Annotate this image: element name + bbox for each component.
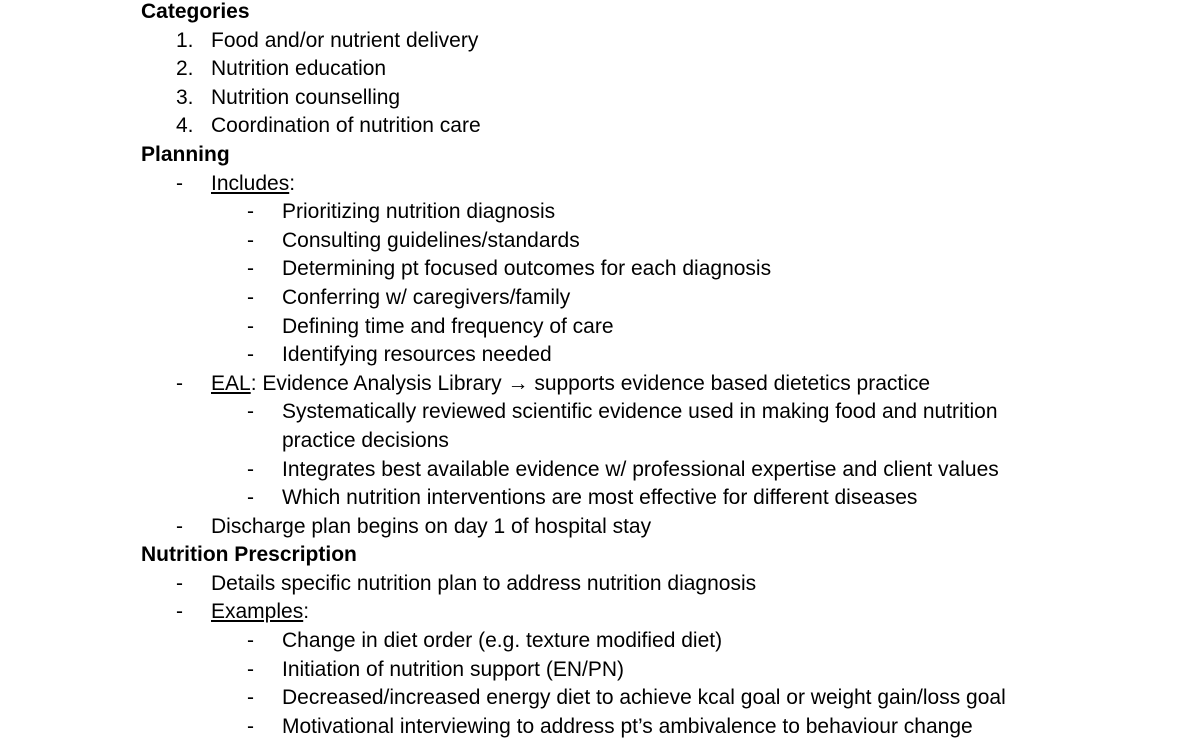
list-item-text: Discharge plan begins on day 1 of hospital stay — [211, 514, 652, 538]
sub-list-item — [141, 656, 1181, 685]
list-item-text: Initiation of nutrition support (EN/PN) — [282, 657, 624, 681]
dash-bullet: - — [176, 571, 183, 595]
list-number: 2. — [176, 57, 194, 81]
dash-bullet: - — [247, 228, 254, 252]
list-item — [141, 598, 1181, 627]
sub-list-item — [141, 456, 1181, 485]
list-item-text: Prioritizing nutrition diagnosis — [282, 200, 556, 224]
underlined-term-examples: Examples — [211, 600, 304, 624]
eal-definition: : Evidence Analysis Library → supports evidence based dietetics practice — [250, 371, 931, 395]
list-item — [141, 84, 1181, 113]
sub-list-item — [141, 627, 1181, 656]
list-item — [141, 112, 1181, 141]
list-item-text: Conferring w/ caregivers/family — [282, 285, 571, 309]
list-number: 3. — [176, 85, 194, 109]
list-item-text: Which nutrition interventions are most effective for different diseases — [282, 486, 918, 510]
sub-list-item — [141, 484, 1181, 513]
dash-bullet: - — [247, 343, 254, 367]
list-item-text — [211, 598, 1181, 627]
list-item-text — [211, 370, 1181, 399]
sub-list-item — [141, 313, 1181, 342]
list-item-text: Nutrition counselling — [211, 85, 401, 109]
list-item — [141, 55, 1181, 84]
dash-bullet: - — [247, 257, 254, 281]
sub-list-item — [141, 398, 1181, 455]
list-item-text: Change in diet order (e.g. texture modified diet) — [282, 629, 723, 653]
dash-bullet: - — [247, 200, 254, 224]
list-number: 4. — [176, 114, 194, 138]
list-item-text: Consulting guidelines/standards — [282, 228, 580, 252]
dash-bullet: - — [247, 314, 254, 338]
dash-bullet: - — [247, 629, 254, 653]
sub-list-item — [141, 255, 1181, 284]
list-number: 1. — [176, 28, 194, 52]
list-item — [141, 513, 1181, 542]
dash-bullet: - — [176, 171, 183, 195]
list-item-text: Details specific nutrition plan to address nutrition diagnosis — [211, 571, 757, 595]
list-item-text: Identifying resources needed — [282, 343, 552, 367]
section-heading-nutrition-prescription: Nutrition Prescription — [141, 543, 357, 567]
dash-bullet: - — [247, 285, 254, 309]
list-item-text: Food and/or nutrient delivery — [211, 28, 479, 52]
colon: : — [289, 171, 296, 195]
dash-bullet: - — [247, 714, 254, 738]
sub-list-item — [141, 684, 1181, 713]
list-item — [141, 27, 1181, 56]
sub-list-item — [141, 341, 1181, 370]
dash-bullet: - — [176, 514, 183, 538]
list-item-text: Decreased/increased energy diet to achieve kcal goal or weight gain/loss goal — [282, 686, 1006, 710]
dash-bullet: - — [247, 657, 254, 681]
dash-bullet: - — [176, 371, 183, 395]
underlined-term-eal: EAL — [211, 371, 251, 395]
list-item-text: Determining pt focused outcomes for each diagnosis — [282, 257, 772, 281]
list-item — [141, 570, 1181, 599]
dash-bullet: - — [176, 600, 183, 624]
dash-bullet: - — [247, 486, 254, 510]
dash-bullet: - — [247, 457, 254, 481]
document-body — [141, 0, 1181, 741]
sub-list-item — [141, 284, 1181, 313]
list-item-text: Defining time and frequency of care — [282, 314, 614, 338]
list-item-text: Motivational interviewing to address pt’s ambivalence to behaviour change — [282, 714, 973, 738]
section-heading-categories: Categories — [141, 0, 250, 23]
colon: : — [303, 600, 310, 624]
sub-list-item — [141, 198, 1181, 227]
list-item-text: Integrates best available evidence w/ professional expertise and client values — [282, 457, 999, 481]
section-heading-planning: Planning — [141, 142, 230, 166]
dash-bullet: - — [247, 400, 254, 424]
dash-bullet: - — [247, 686, 254, 710]
list-item — [141, 170, 1181, 199]
sub-list-item — [141, 227, 1181, 256]
list-item-text: Nutrition education — [211, 57, 387, 81]
underlined-term-includes: Includes — [211, 171, 290, 195]
sub-list-item — [141, 713, 1181, 741]
list-item — [141, 370, 1181, 399]
list-item-text: Coordination of nutrition care — [211, 114, 481, 138]
list-item-text — [211, 170, 1181, 199]
list-item-text: Systematically reviewed scientific evidence used in making food and nutrition practice decisions — [282, 400, 998, 452]
